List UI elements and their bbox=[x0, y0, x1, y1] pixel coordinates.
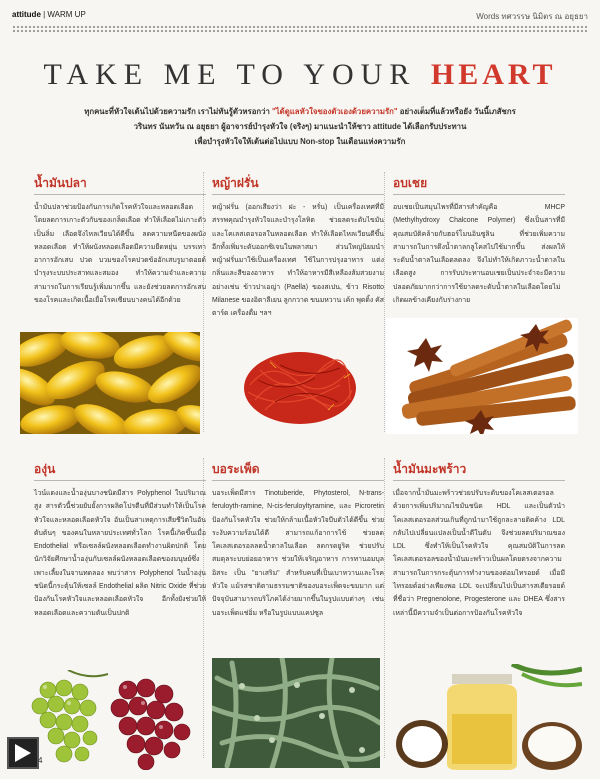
section-cinnamon bbox=[393, 172, 565, 307]
section-fish-oil bbox=[34, 172, 206, 307]
play-icon bbox=[15, 744, 31, 762]
section-title: องุ่น bbox=[34, 458, 206, 481]
coconut-oil-image bbox=[392, 664, 582, 772]
section-coconut-oil bbox=[393, 458, 565, 620]
section-body: อบเชยเป็นสมุนไพรที่มีสารสำคัญคือ MHCP (Methylhydroxy Chalcone Polymer) ซึ่งเป็นสารที่มีคุณสมบัติคล้ายกับฮอร์โมนอินซูลิน ที่ช่วยเพิ่มความสามารถในการดึงน้ำตาลกลูโคสไปใช้มากขึ้น ส่งผลให้ระดับน้ำตาลในเลือดลดลง จึงไม่ทำให้เกิดภาวะน้ำตาลในเลือดสูง การรับประทานอบเชยเป็นประจำจะมีความปลอดภัยมากกว่าการใช้ยาลดระดับน้ำตาลในเลือดโดยไม่เกิดผลข้างเคียงกับร่างกาย bbox=[393, 204, 565, 305]
intro-line-2: วรินทร นันทวัน ณ อยุธยา ผู้อาจารย์บำรุงหัวใจ (จริงๆ) มาแนะนำให้ชาว attitude ได้เลือกรับประทาน bbox=[133, 122, 467, 131]
intro-highlight: "ได้ดูแลหัวใจของตัวเองด้วยความรัก" bbox=[272, 107, 398, 116]
intro-paragraph bbox=[80, 104, 520, 149]
intro-line-1 bbox=[80, 104, 520, 119]
section-body: บอระเพ็ดมีสาร Tinotuberide, Phytosterol, N-trans-feruloyth-ramine, N-cis-feruloyltyramine, และ Picroretin ป้องกันโรคหัวใจ ช่วยให้กล้ามเนื้อหัวใจบีบตัวได้ดีขึ้น ช่วยระงับความร้อนได้ดี สามารถแก้อาการไข้ ช่วยลดโคเลสเตอรอลลดน้ำตาลในเลือด ลดกรดยูริค ช่วยปรับสมดุลระบบย่อยอาหาร ช่วยให้เจริญอาหาร การทานอมบุลอิสระ เป็น "ยาเสริม" สำหรับคนที่เป็นเบาหวานและโรคหัวใจ แม้รสชาติตามธรรมชาติของบอระเพ็ดจะขมมาก แต่ปัจจุบันสามารถบริโภคได้ง่ายมากขึ้นในรูปแบบต่างๆ เช่น บอระเพ็ดแช่อิ่ม หรือในรูปแบบแคปซูล bbox=[212, 490, 384, 617]
section-title: หญ้าฝรั่น bbox=[212, 172, 384, 195]
section-title: น้ำมันมะพร้าว bbox=[393, 458, 565, 481]
page-header bbox=[12, 10, 588, 24]
page-title bbox=[0, 58, 600, 92]
section-label bbox=[12, 10, 86, 19]
title-accent: HEART bbox=[430, 58, 557, 91]
section-title: น้ำมันปลา bbox=[34, 172, 206, 195]
page-number: 4 bbox=[38, 756, 43, 765]
section-body: น้ำมันปลาช่วยป้องกันการเกิดโรคหัวใจและหลอดเลือด โดยลดการเกาะตัวกันของเกล็ดเลือด ทำให้เลือดไม่เกาะตัวเป็นลิ่ม เลือดจึงไหลเวียนได้ดีขึ้น ลดความหนืดของผนังหลอดเลือด ทำให้ผนังหลอดเลือดมีความยืดหยุ่น บรรเทาอาการอักเสบ ปวด บวมของโรคปวดข้ออักเสบรูมาตอยด์ บำรุงระบบประสาทและสมอง ทำให้ความจำและความสามารถในการเรียนรู้เพิ่มมากขึ้น และยังช่วยลดการอักเสบของโรคและเกิดเนื้อเยื่อโรคเซียนบางคนได้อีกด้วย bbox=[34, 204, 206, 305]
section-name: WARM UP bbox=[47, 10, 86, 19]
polygonum-vine-image bbox=[212, 658, 380, 768]
section-title: บอระเพ็ด bbox=[212, 458, 384, 481]
fish-oil-capsules-image bbox=[20, 332, 200, 434]
magazine-name: attitude bbox=[12, 10, 41, 19]
section-grape bbox=[34, 458, 206, 620]
section-body: เมื่อจากน้ำมันมะพร้าวช่วยปรับระดับของโคเลสเตอรอลด้วยการเพิ่มปริมาณไขมันชนิด HDL และเป็นตัวนำโคเลสเตอรอลส่วนเกินที่ถูกนำมาใช้ถูกละลายติดค้าง LDL กลับไปเปลี่ยนแปลงเป็นน้ำดีในตับ จึงช่วยลดปริมาณของ LDL ซึ่งทำให้เป็นโรคหัวใจ คุณสมบัติในการลดโคเลสเตอรอลของน้ำมันมะพร้าวเป็นผลโดยตรงจากความสามารถในการกระตุ้นการทำงานของต่อมไทรอยด์ เมื่อมีไทรอยด์อย่างเพียงพอ LDL จะเปลี่ยนไปเป็นสารสเตียรอยด์ที่ชื่อว่า Pregnenolone, Progesterone และ DHEA ซึ่งสารเหล่านี้มีความจำเป็นต่อการป้องกันโรคหัวใจ bbox=[393, 490, 565, 617]
intro-line-3: เพื่อบำรุงหัวใจให้เต้นต่อไปแบบ Non-stop ในเดือนแห่งความรัก bbox=[194, 137, 406, 146]
grapes-image bbox=[28, 670, 198, 770]
section-body: หญ้าฝรั่น (ออกเสียงว่า ฝะ - หรั่น) เป็นเครื่องเทศที่มีสรรพคุณบำรุงหัวใจและบำรุงโลหิต ช่วยลดระดับไขมันและโคเลสเตอรอลในหลอดเลือด ทำให้เลือดไหลเวียนดีขึ้น อีกทั้งเพิ่มระดับออกซิเจนในพลาสมา ส่วนใหญ่นิยมนำหญ้าฝรั่นมาใช้เป็นเครื่องเทศ ใช้ในการปรุงอาหาร แต่งกลิ่นและสีของอาหาร ทำให้อาหารมีสีเหลืองส้มสวยงาม อย่างเช่น ข้าวปาเอญ่า (Paella) ของสเปน, ข้าว Risotto Milanese ของอิตาลีเยน ลูกกวาด ขนมหวาน เค้ก พุดดิ้ง คัสตาร์ด เครื่องดื่ม ฯลฯ bbox=[212, 204, 384, 318]
section-polygonum bbox=[212, 458, 384, 620]
intro-text-a: ทุกคนะที่หัวใจเต้นไปด้วยความรัก เราไม่ทันรู้ตัวหรอกว่า bbox=[84, 107, 273, 116]
play-button[interactable] bbox=[7, 737, 39, 769]
column-divider bbox=[384, 458, 385, 758]
title-main: TAKE ME TO YOUR bbox=[43, 58, 431, 91]
section-saffron bbox=[212, 172, 384, 321]
section-title: อบเชย bbox=[393, 172, 565, 195]
section-separator: | bbox=[40, 10, 48, 19]
intro-text-b: อย่างเต็มที่แล้วหรือยัง วันนี้เภสัชกร bbox=[397, 107, 516, 116]
saffron-threads-image bbox=[240, 340, 360, 430]
dotted-divider bbox=[12, 25, 588, 33]
cinnamon-star-anise-image bbox=[386, 318, 578, 434]
column-divider bbox=[384, 172, 385, 432]
section-body: ไวน์แดงและน้ำองุ่นบางชนิดมีสาร Polyphenol ในปริมาณสูง สารตัวนี้ช่วยยับยั้งการผลิตโปรตีนที่มีส่วนทำให้เป็นโรคหัวใจและหลอดเลือดหัวใจ อันเป็นสาเหตุการเสียชีวิตในอันดับต้นๆ ของคนในหลายประเทศทั่วโลก โรคนี้เกิดขึ้นเมื่อ Endothelial หรือเซลล์ผนังหลอดเลือดทำงานผิดปกติ โดยนักวิจัยศึกษาน้ำองุ่นกับเซลล์ผนังหลอดเลือดของมนุษย์ซึ่งเพาะเลี้ยงในจานทดลอง พบว่าสาร Polyphenol ในน้ำองุ่นชนิดนี้กระตุ้นให้เซลล์ Endothelial ผลิต Nitric Oxide ที่ช่วยป้องกันโรคหัวใจและหลอดเลือดหัวใจ อีกทั้งยังช่วยให้หลอดเลือดและความดันเป็นปกติ bbox=[34, 490, 206, 617]
byline: Words ทศวรรษ นิมิตร ณ อยุธยา bbox=[476, 12, 588, 21]
